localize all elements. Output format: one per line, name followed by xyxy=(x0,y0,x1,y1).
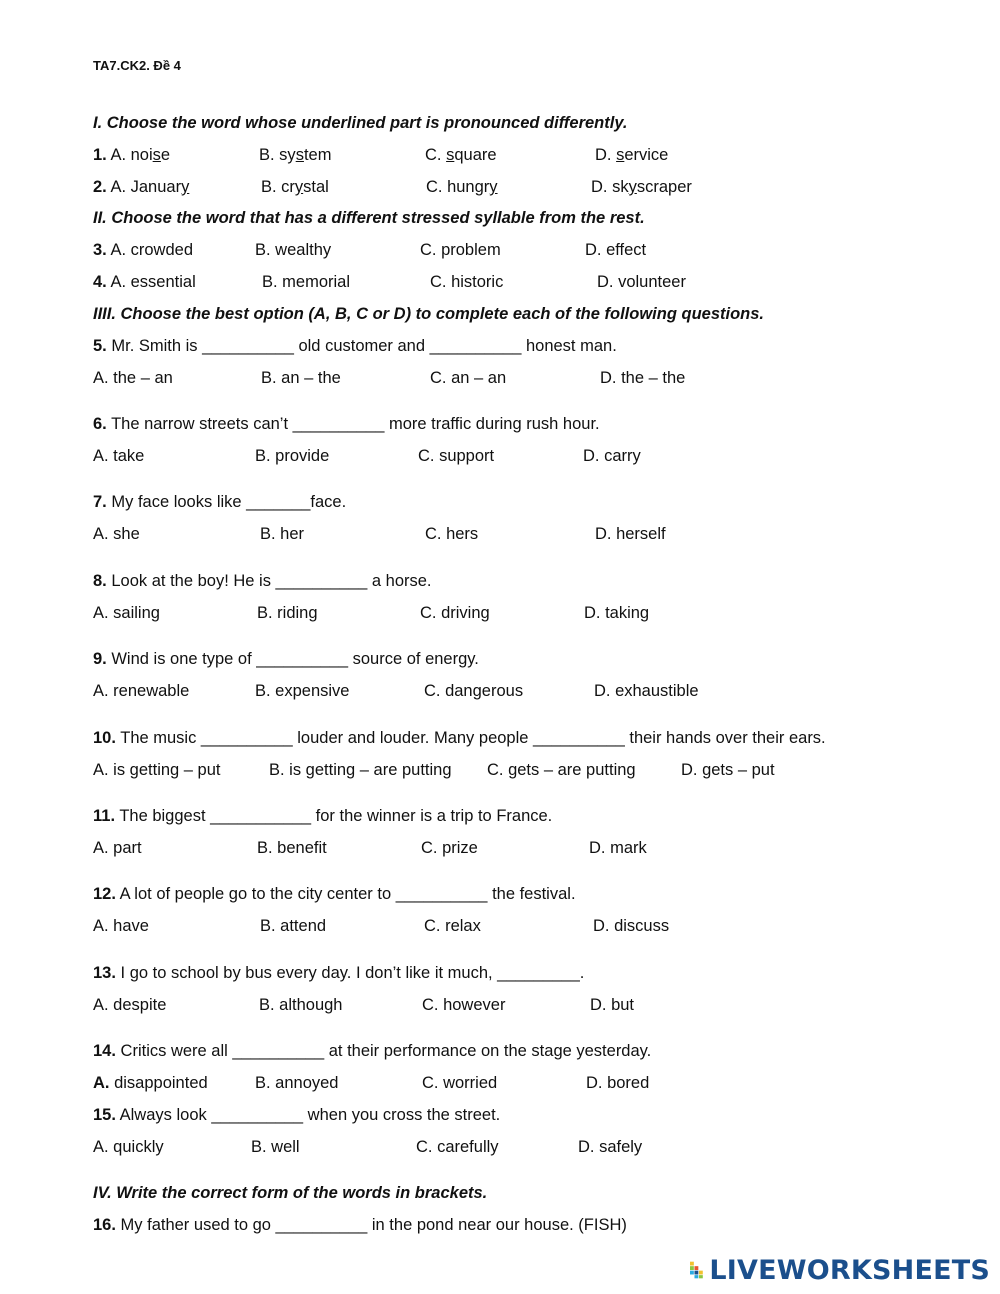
question-16-stem: 16. My father used to go __________ in the pond near our house. (FISH) xyxy=(93,1216,627,1234)
question-4-option-b: B. memorial xyxy=(262,273,351,291)
question-12-option-b: B. attend xyxy=(260,917,327,935)
question-11-stem: 11. The biggest ___________ for the winner is a trip to France. xyxy=(93,807,553,825)
question-5-option-d: D. the – the xyxy=(600,369,686,387)
question-2-option-c: C. hungry xyxy=(426,178,498,196)
question-15-option-c: C. carefully xyxy=(416,1138,499,1156)
question-4-option-c: C. historic xyxy=(430,273,504,291)
question-3-option-c: C. problem xyxy=(420,241,501,259)
question-7-option-d: D. herself xyxy=(595,525,666,543)
question-2-row xyxy=(93,177,913,197)
question-9-option-d: D. exhaustible xyxy=(594,682,699,700)
question-8-option-b: B. riding xyxy=(257,604,318,622)
liveworksheets-logo-text: LIVEWORKSHEETS xyxy=(709,1254,990,1286)
question-5-option-c: C. an – an xyxy=(430,369,507,387)
question-8-option-a: A. sailing xyxy=(93,604,160,622)
question-2-option-d: D. skyscraper xyxy=(591,178,692,196)
question-15-options xyxy=(93,1137,913,1157)
question-4-option-d: D. volunteer xyxy=(597,273,686,291)
question-7-option-a: A. she xyxy=(93,525,140,543)
section-heading-3: IIII. Choose the best option (A, B, C or D) to complete each of the following questions. xyxy=(93,305,765,323)
question-8-options xyxy=(93,603,913,623)
question-13-option-c: C. however xyxy=(422,996,506,1014)
question-13-option-a: A. despite xyxy=(93,996,167,1014)
question-11-option-b: B. benefit xyxy=(257,839,327,857)
question-5-options xyxy=(93,368,913,388)
question-3-option-a: 3. A. crowded xyxy=(93,241,193,259)
question-14-stem: 14. Critics were all __________ at their performance on the stage yesterday. xyxy=(93,1042,652,1060)
question-1-option-b: B. system xyxy=(259,146,332,164)
question-10-options xyxy=(93,760,913,780)
question-4-row xyxy=(93,272,913,292)
question-10-option-a: A. is getting – put xyxy=(93,761,221,779)
question-13-stem: 13. I go to school by bus every day. I don’t like it much, _________. xyxy=(93,964,585,982)
question-14-option-c: C. worried xyxy=(422,1074,498,1092)
question-14-option-b: B. annoyed xyxy=(255,1074,339,1092)
question-1-option-d: D. service xyxy=(595,146,669,164)
question-7-option-c: C. hers xyxy=(425,525,479,543)
question-12-option-d: D. discuss xyxy=(593,917,670,935)
question-3-option-b: B. wealthy xyxy=(255,241,332,259)
question-11-option-a: A. part xyxy=(93,839,142,857)
question-1-option-c: C. square xyxy=(425,146,497,164)
question-8-stem: 8. Look at the boy! He is __________ a horse. xyxy=(93,572,432,590)
document-id: TA7.CK2. Đề 4 xyxy=(93,58,181,73)
question-5-stem: 5. Mr. Smith is __________ old customer and __________ honest man. xyxy=(93,337,617,355)
question-12-options xyxy=(93,916,913,936)
question-3-row xyxy=(93,240,913,260)
liveworksheets-logo xyxy=(690,1254,990,1286)
question-6-option-d: D. carry xyxy=(583,447,641,465)
section-heading-4: IV. Write the correct form of the words in brackets. xyxy=(93,1184,488,1202)
question-11-option-c: C. prize xyxy=(421,839,478,857)
question-2-option-a: 2. A. January xyxy=(93,178,190,196)
question-9-option-b: B. expensive xyxy=(255,682,350,700)
section-heading-1: I. Choose the word whose underlined part is pronounced differently. xyxy=(93,114,628,132)
question-13-option-b: B. although xyxy=(259,996,343,1014)
question-6-options xyxy=(93,446,913,466)
question-6-option-b: B. provide xyxy=(255,447,330,465)
question-10-option-c: C. gets – are putting xyxy=(487,761,636,779)
question-6-option-a: A. take xyxy=(93,447,145,465)
question-15-option-a: A. quickly xyxy=(93,1138,164,1156)
question-14-options xyxy=(93,1073,913,1093)
question-7-option-b: B. her xyxy=(260,525,305,543)
question-14-option-a: A. disappointed xyxy=(93,1074,208,1092)
question-1-option-a: 1. A. noise xyxy=(93,146,171,164)
question-10-option-b: B. is getting – are putting xyxy=(269,761,452,779)
question-number: 1. xyxy=(93,146,107,164)
question-5-option-a: A. the – an xyxy=(93,369,173,387)
question-2-option-b: B. crystal xyxy=(261,178,329,196)
question-9-stem: 9. Wind is one type of __________ source of energy. xyxy=(93,650,479,668)
question-5-option-b: B. an – the xyxy=(261,369,341,387)
question-7-stem: 7. My face looks like _______face. xyxy=(93,493,347,511)
question-number: 2. xyxy=(93,178,107,196)
question-12-option-a: A. have xyxy=(93,917,149,935)
question-3-option-d: D. effect xyxy=(585,241,647,259)
question-1-row xyxy=(93,145,913,165)
question-15-stem: 15. Always look __________ when you cross the street. xyxy=(93,1106,501,1124)
question-12-option-c: C. relax xyxy=(424,917,481,935)
question-9-options xyxy=(93,681,913,701)
question-8-option-c: C. driving xyxy=(420,604,490,622)
question-12-stem: 12. A lot of people go to the city center to __________ the festival. xyxy=(93,885,576,903)
section-heading-2: II. Choose the word that has a different stressed syllable from the rest. xyxy=(93,209,645,227)
question-14-option-d: D. bored xyxy=(586,1074,650,1092)
question-11-options xyxy=(93,838,913,858)
question-15-option-b: B. well xyxy=(251,1138,300,1156)
question-7-options xyxy=(93,524,913,544)
question-13-option-d: D. but xyxy=(590,996,635,1014)
question-9-option-a: A. renewable xyxy=(93,682,190,700)
question-10-option-d: D. gets – put xyxy=(681,761,775,779)
question-13-options xyxy=(93,995,913,1015)
liveworksheets-logo-icon xyxy=(690,1257,705,1283)
question-4-option-a: 4. A. essential xyxy=(93,273,196,291)
question-6-option-c: C. support xyxy=(418,447,495,465)
question-11-option-d: D. mark xyxy=(589,839,647,857)
question-9-option-c: C. dangerous xyxy=(424,682,524,700)
question-6-stem: 6. The narrow streets can’t __________ more traffic during rush hour. xyxy=(93,415,600,433)
question-15-option-d: D. safely xyxy=(578,1138,643,1156)
question-8-option-d: D. taking xyxy=(584,604,650,622)
question-10-stem: 10. The music __________ louder and louder. Many people __________ their hands over their ears. xyxy=(93,729,826,747)
